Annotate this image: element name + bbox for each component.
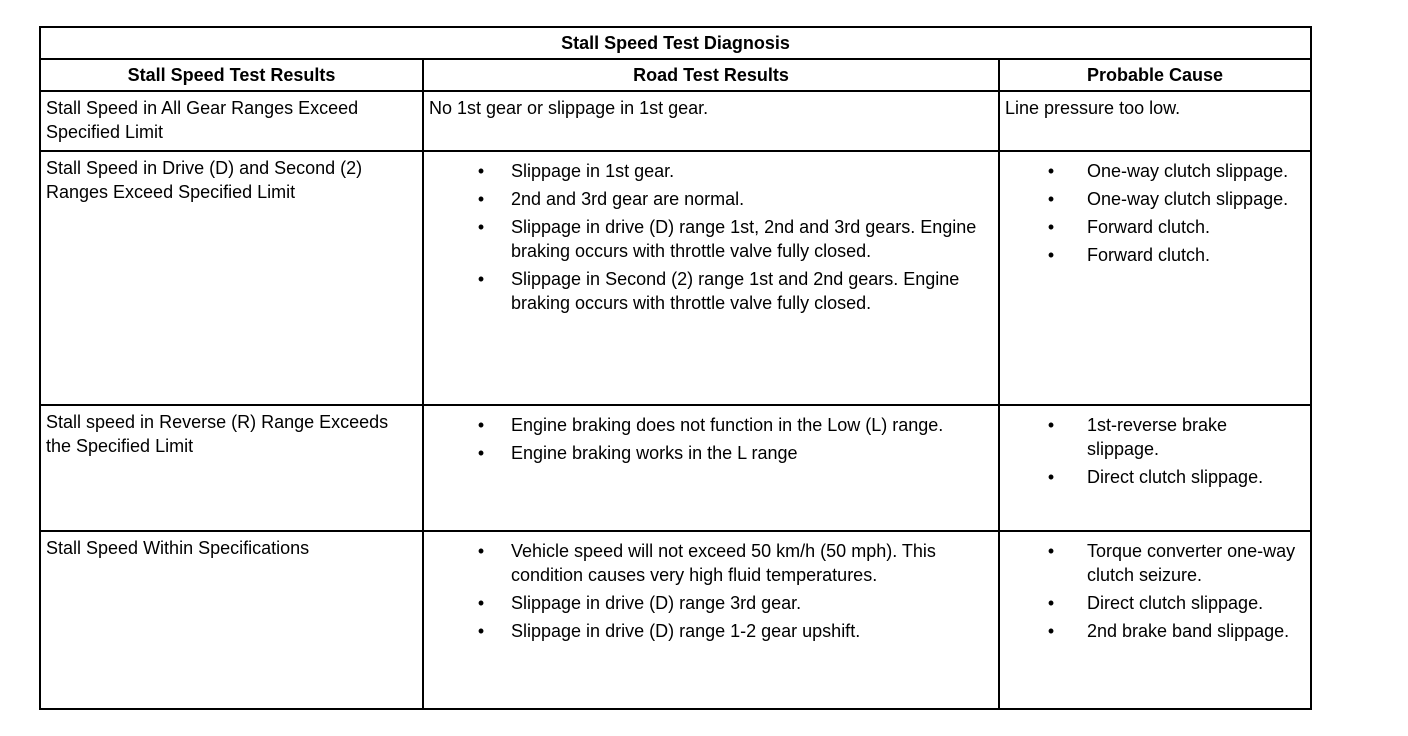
- list-item: [1000, 539, 1310, 587]
- bullet-icon: •: [1047, 415, 1055, 435]
- bullet-icon: •: [477, 217, 485, 237]
- probable-cause-list: [1000, 532, 1310, 643]
- bullet-icon: •: [477, 161, 485, 181]
- road-result-cell: [423, 405, 999, 531]
- road-result-list: [424, 406, 998, 465]
- probable-cause-list: [1000, 406, 1310, 489]
- stall-result-cell: Stall Speed Within Specifications: [40, 531, 423, 709]
- list-item: [1000, 243, 1310, 267]
- column-header-probable-cause: Probable Cause: [999, 59, 1311, 91]
- list-item: [424, 539, 998, 587]
- list-item-text: Direct clutch slippage.: [1087, 593, 1264, 613]
- list-item: [1000, 591, 1310, 615]
- probable-cause-list: [1000, 152, 1310, 267]
- table-title: Stall Speed Test Diagnosis: [40, 27, 1311, 59]
- list-item: [1000, 413, 1310, 461]
- list-item: [424, 413, 998, 437]
- table-row: [40, 405, 1311, 531]
- bullet-icon: •: [1047, 467, 1055, 487]
- list-item-text: Engine braking works in the L range: [511, 443, 798, 463]
- table-row: [40, 151, 1311, 405]
- road-result-list: [424, 152, 998, 315]
- road-result-cell: [423, 151, 999, 405]
- stall-result-cell: Stall speed in Reverse (R) Range Exceeds the Specified Limit: [40, 405, 423, 531]
- stall-result-cell: Stall Speed in Drive (D) and Second (2) Ranges Exceed Specified Limit: [40, 151, 423, 405]
- bullet-icon: •: [1047, 217, 1055, 237]
- list-item-text: Engine braking does not function in the Low (L) range.: [511, 415, 944, 435]
- bullet-icon: •: [477, 593, 485, 613]
- list-item-text: 2nd and 3rd gear are normal.: [511, 189, 745, 209]
- bullet-icon: •: [1047, 189, 1055, 209]
- list-item-text: 1st-reverse brake slippage.: [1087, 415, 1228, 459]
- list-item: [1000, 159, 1310, 183]
- column-header-stall-results: Stall Speed Test Results: [40, 59, 423, 91]
- table-row: [40, 531, 1311, 709]
- list-item-text: Forward clutch.: [1087, 245, 1211, 265]
- probable-cause-cell: [999, 405, 1311, 531]
- list-item: [424, 441, 998, 465]
- list-item-text: Vehicle speed will not exceed 50 km/h (50 mph). This condition causes very high fluid temperatures.: [511, 541, 936, 585]
- list-item: [424, 267, 998, 315]
- bullet-icon: •: [1047, 245, 1055, 265]
- list-item: [1000, 619, 1310, 643]
- list-item-text: Slippage in Second (2) range 1st and 2nd gears. Engine braking occurs with throttle valve fully closed.: [511, 269, 960, 313]
- stall-result-cell: Stall Speed in All Gear Ranges Exceed Specified Limit: [40, 91, 423, 151]
- table-row: [40, 91, 1311, 151]
- probable-cause-cell: [999, 531, 1311, 709]
- list-item-text: 2nd brake band slippage.: [1087, 621, 1290, 641]
- list-item: [1000, 215, 1310, 239]
- list-item-text: Slippage in 1st gear.: [511, 161, 675, 181]
- bullet-icon: •: [477, 621, 485, 641]
- list-item-text: One-way clutch slippage.: [1087, 189, 1289, 209]
- list-item-text: Direct clutch slippage.: [1087, 467, 1264, 487]
- list-item-text: Slippage in drive (D) range 1-2 gear upshift.: [511, 621, 861, 641]
- bullet-icon: •: [1047, 541, 1055, 561]
- list-item: [424, 187, 998, 211]
- bullet-icon: •: [1047, 621, 1055, 641]
- road-result-cell: No 1st gear or slippage in 1st gear.: [423, 91, 999, 151]
- column-header-road-results: Road Test Results: [423, 59, 999, 91]
- probable-cause-cell: [999, 151, 1311, 405]
- bullet-icon: •: [1047, 161, 1055, 181]
- list-item-text: Torque converter one-way clutch seizure.: [1087, 541, 1296, 585]
- road-result-cell: [423, 531, 999, 709]
- bullet-icon: •: [477, 269, 485, 289]
- list-item-text: Forward clutch.: [1087, 217, 1211, 237]
- bullet-icon: •: [477, 541, 485, 561]
- bullet-icon: •: [477, 189, 485, 209]
- list-item: [424, 619, 998, 643]
- list-item-text: Slippage in drive (D) range 3rd gear.: [511, 593, 802, 613]
- stall-speed-diagnosis-table: [39, 26, 1312, 710]
- bullet-icon: •: [1047, 593, 1055, 613]
- list-item: [424, 159, 998, 183]
- road-result-list: [424, 532, 998, 643]
- probable-cause-cell: Line pressure too low.: [999, 91, 1311, 151]
- bullet-icon: •: [477, 415, 485, 435]
- list-item-text: One-way clutch slippage.: [1087, 161, 1289, 181]
- list-item: [1000, 465, 1310, 489]
- list-item: [424, 215, 998, 263]
- bullet-icon: •: [477, 443, 485, 463]
- list-item: [1000, 187, 1310, 211]
- list-item: [424, 591, 998, 615]
- list-item-text: Slippage in drive (D) range 1st, 2nd and 3rd gears. Engine braking occurs with throttle valve fully closed.: [511, 217, 977, 261]
